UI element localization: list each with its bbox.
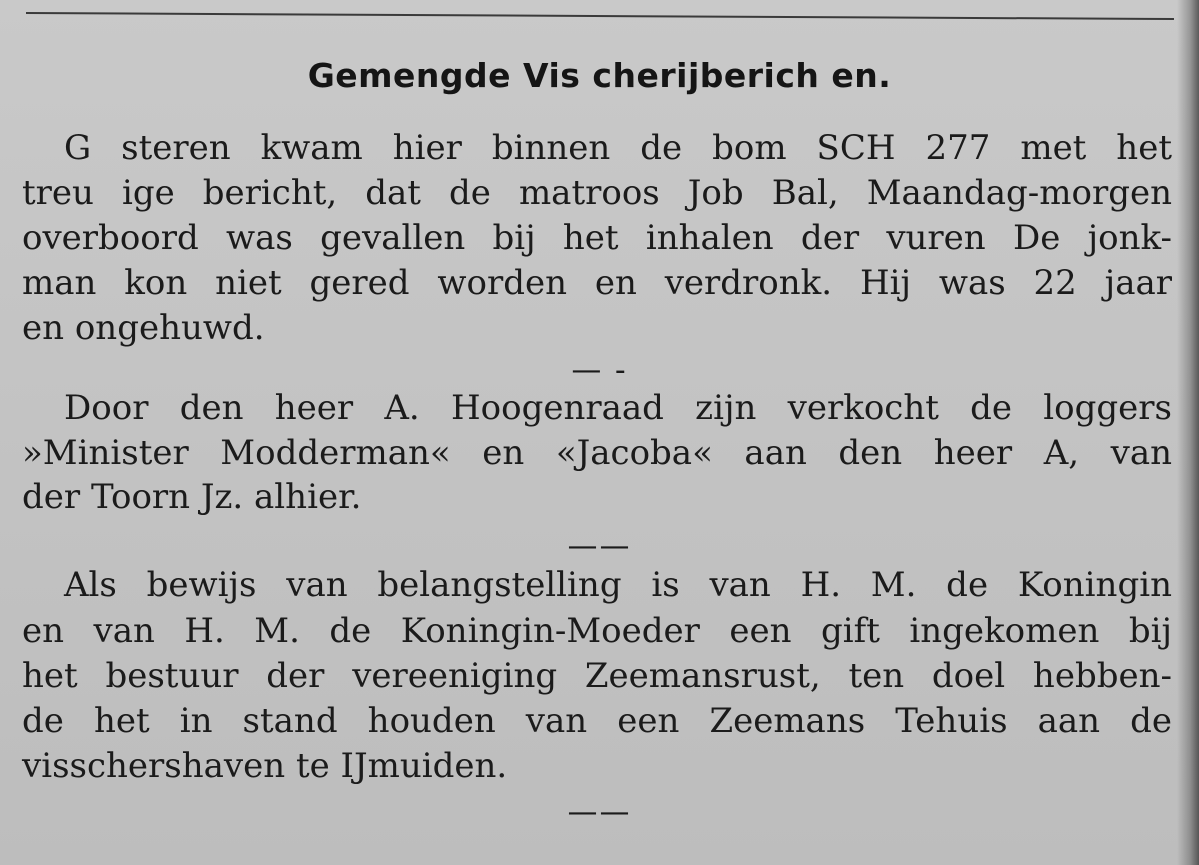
separator-2: —— xyxy=(567,529,632,564)
separator-1: — - xyxy=(571,353,628,388)
page-edge-shadow xyxy=(1177,0,1199,865)
paragraph-1-line-2: treu ige bericht, dat de matroos Job Bal, Maandag-morgen xyxy=(22,173,1172,213)
paragraph-2-line-1: Door den heer A. Hoogenraad zijn verkocht de loggers xyxy=(64,388,1172,428)
separator-3: —— xyxy=(567,795,632,830)
paragraph-1-line-3: overboord was gevallen bij het inhalen der vuren De jonk- xyxy=(22,218,1172,258)
top-rule xyxy=(26,12,1174,20)
paragraph-3-line-5: visschershaven te IJmuiden. xyxy=(22,746,508,786)
paragraph-2-line-3: der Toorn Jz. alhier. xyxy=(22,477,362,517)
paragraph-1-line-4: man kon niet gered worden en verdronk. Hij was 22 jaar xyxy=(22,263,1172,303)
paragraph-1-line-1: G steren kwam hier binnen de bom SCH 277 met het xyxy=(64,128,1172,168)
paragraph-3-line-4: de het in stand houden van een Zeemans Tehuis aan de xyxy=(22,701,1172,741)
paragraph-1-line-5: en ongehuwd. xyxy=(22,308,265,348)
paragraph-3-line-1: Als bewijs van belangstelling is van H. M. de Koningin xyxy=(64,565,1172,605)
article-title: Gemengde Vis cherijberich en. xyxy=(307,56,892,95)
paragraph-3-line-3: het bestuur der vereeniging Zeemansrust, ten doel hebben- xyxy=(22,656,1172,696)
paragraph-3-line-2: en van H. M. de Koningin-Moeder een gift ingekomen bij xyxy=(22,611,1172,651)
paragraph-2-line-2: »Minister Modderman« en «Jacoba« aan den heer A, van xyxy=(22,433,1172,473)
